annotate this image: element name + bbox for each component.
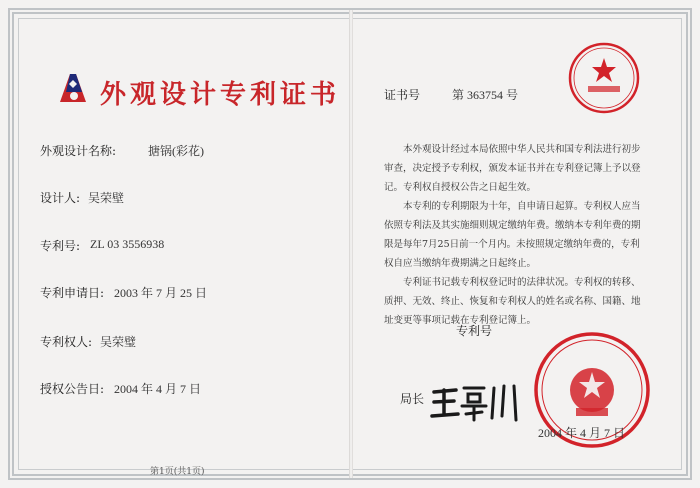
director-label: 局长 xyxy=(400,392,425,406)
director-signature-icon xyxy=(430,380,520,424)
patentee-label: 专利权人: xyxy=(40,335,93,349)
body-paragraph: 本外观设计经过本局依照中华人民共和国专利法进行初步审查，决定授予专利权，颁发本证书并在专利登记簿上予以登记。专利权自授权公告之日起生效。 xyxy=(384,144,641,193)
patentee-value: 吴荣璧 xyxy=(100,335,137,349)
grant-date-label: 授权公告日: xyxy=(40,382,105,396)
application-date-label: 专利申请日: xyxy=(40,286,105,300)
page-footer: 第1页(共1页) xyxy=(150,467,205,477)
grant-date-right: 2004 年 4 月 7 日 xyxy=(538,426,626,440)
patent-number-stamp-label: 专利号 xyxy=(456,324,493,338)
certificate-seal-small-icon xyxy=(566,40,642,116)
patent-number-label: 专利号: xyxy=(40,239,81,253)
certificate-body xyxy=(384,140,642,330)
design-name-value: 搪锅(彩花) xyxy=(148,144,204,158)
page-title: 外观设计专利证书 xyxy=(100,80,341,110)
body-paragraph: 专利证书记载专利权登记时的法律状况。专利权的转移、质押、无效、终止、恢复和专利权人的姓名或名称、国籍、地址变更等事项记载在专利登记簿上。 xyxy=(384,277,641,326)
design-name-label: 外观设计名称: xyxy=(40,144,117,158)
certificate-number-label: 证书号 xyxy=(384,88,421,102)
certificate-number-value: 第 363754 号 xyxy=(452,88,519,102)
body-paragraph: 本专利的专利期限为十年，自申请日起算。专利权人应当依照专利法及其实施细则规定缴纳年费。缴纳本专利年费的期限是每年7月25日前一个月内。未按照规定缴纳年费的，专利权自应当缴纳年费期满之日起终止。 xyxy=(384,201,641,269)
center-fold xyxy=(349,10,353,478)
designer-label: 设计人: xyxy=(40,191,81,205)
designer-value: 吴荣壁 xyxy=(88,191,125,205)
patent-number-value: ZL 03 3556938 xyxy=(90,237,165,251)
grant-date-value: 2004 年 4 月 7 日 xyxy=(114,382,202,396)
patent-office-logo-icon xyxy=(56,70,92,106)
application-date-value: 2003 年 7 月 25 日 xyxy=(114,286,208,300)
